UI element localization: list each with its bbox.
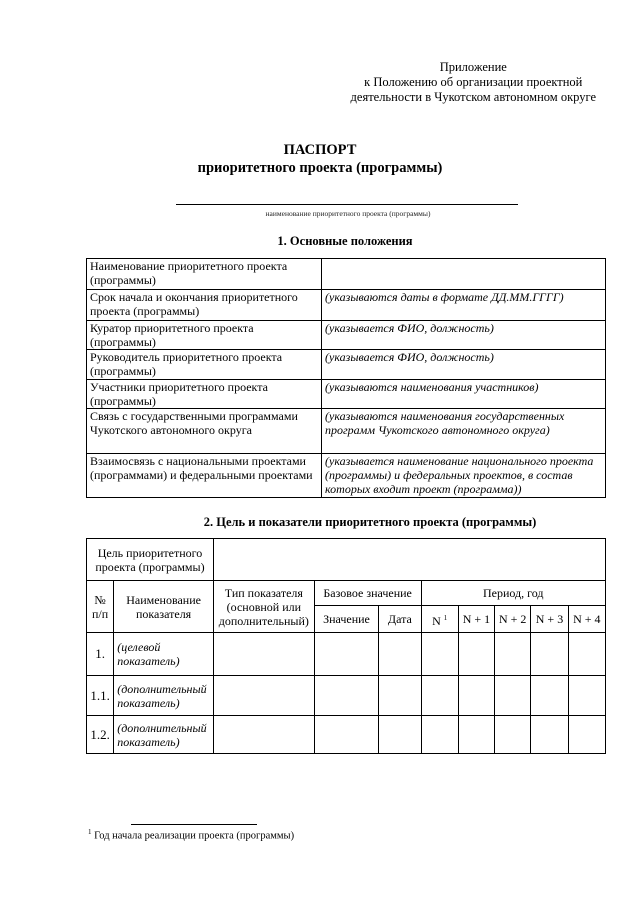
cell[interactable] — [458, 633, 494, 676]
row-label: Связь с государственными программами Чукотского автономного округа — [87, 409, 322, 454]
cell[interactable] — [458, 716, 494, 754]
appendix-line: к Положению об организации проектной — [364, 75, 583, 89]
cell[interactable] — [568, 633, 605, 676]
cell[interactable] — [531, 633, 568, 676]
footnote-separator — [131, 824, 257, 825]
title-line: ПАСПОРТ — [283, 142, 357, 158]
row-name[interactable]: (целевой показатель) — [114, 633, 214, 676]
header-name: Наименование показателя — [114, 581, 214, 633]
table-row — [87, 350, 606, 380]
title-line: приоритетного проекта (программы) — [197, 160, 443, 176]
cell[interactable] — [379, 633, 421, 676]
cell[interactable] — [568, 716, 605, 754]
footnote-ref: 1 — [443, 613, 448, 622]
header-period-n4: N + 4 — [568, 606, 605, 633]
document-title — [0, 141, 640, 177]
row-value[interactable]: (указывается ФИО, должность) — [322, 350, 606, 380]
period-label: N — [432, 613, 441, 628]
row-value[interactable]: (указываются наименования участников) — [322, 380, 606, 409]
table-row — [87, 454, 606, 498]
header-base-date: Дата — [379, 606, 421, 633]
cell[interactable] — [421, 676, 458, 716]
row-label: Куратор приоритетного проекта (программы) — [87, 321, 322, 350]
row-name[interactable]: (дополнительный показатель) — [114, 716, 214, 754]
header-num: № п/п — [87, 581, 114, 633]
cell[interactable] — [314, 633, 378, 676]
cell[interactable] — [379, 676, 421, 716]
table-row — [87, 321, 606, 350]
cell[interactable] — [314, 716, 378, 754]
appendix-note — [351, 60, 596, 105]
table-row — [87, 676, 606, 716]
cell[interactable] — [213, 716, 314, 754]
row-label: Срок начала и окончания приоритетного проекта (программы) — [87, 290, 322, 321]
table-row — [87, 259, 606, 290]
cell[interactable] — [314, 676, 378, 716]
goal-row — [87, 539, 606, 581]
row-label: Наименование приоритетного проекта (программы) — [87, 259, 322, 290]
table-row — [87, 409, 606, 454]
header-base-value: Значение — [314, 606, 378, 633]
cell[interactable] — [458, 676, 494, 716]
cell[interactable] — [213, 633, 314, 676]
indicators-table — [86, 538, 606, 754]
footnote-text: Год начала реализации проекта (программы) — [94, 830, 295, 842]
cell[interactable] — [568, 676, 605, 716]
appendix-line: Приложение — [439, 60, 507, 74]
goal-value[interactable] — [213, 539, 605, 581]
row-value[interactable]: (указываются даты в формате ДД.ММ.ГГГГ) — [322, 290, 606, 321]
table-row — [87, 290, 606, 321]
cell[interactable] — [379, 716, 421, 754]
cell[interactable] — [495, 676, 531, 716]
cell[interactable] — [213, 676, 314, 716]
row-num: 1.2. — [87, 716, 114, 754]
row-num: 1.1. — [87, 676, 114, 716]
section2-title: 2. Цель и показатели приоритетного проекта (программы) — [203, 515, 537, 529]
row-label: Участники приоритетного проекта (программы) — [87, 380, 322, 409]
header-row — [87, 581, 606, 606]
basic-provisions-table — [86, 258, 606, 498]
section1-title: 1. Основные положения — [277, 234, 413, 248]
cell[interactable] — [531, 716, 568, 754]
table-row — [87, 380, 606, 409]
header-base: Базовое значение — [314, 581, 421, 606]
cell[interactable] — [495, 716, 531, 754]
cell[interactable] — [495, 633, 531, 676]
row-value[interactable] — [322, 259, 606, 290]
appendix-line: деятельности в Чукотском автономном округе — [350, 90, 596, 104]
project-name-caption: наименование приоритетного проекта (программы) — [265, 209, 431, 218]
row-num: 1. — [87, 633, 114, 676]
project-name-line[interactable] — [176, 204, 518, 205]
header-period: Период, год — [421, 581, 605, 606]
header-type: Тип показателя (основной или дополнительный) — [213, 581, 314, 633]
footnote — [88, 828, 294, 842]
row-label: Взаимосвязь с национальными проектами (программами) и федеральными проектами — [87, 454, 322, 498]
header-period-n3: N + 3 — [531, 606, 568, 633]
cell[interactable] — [421, 633, 458, 676]
table-row — [87, 716, 606, 754]
row-value[interactable]: (указывается наименование национального проекта (программы) и федеральных проектов, в состав которых входит проект (программа)) — [322, 454, 606, 498]
row-value[interactable]: (указываются наименования государственных программ Чукотского автономного округа) — [322, 409, 606, 454]
header-period-n — [421, 606, 458, 633]
table-row — [87, 633, 606, 676]
header-period-n1: N + 1 — [458, 606, 494, 633]
footnote-mark: 1 — [88, 828, 92, 836]
row-name[interactable]: (дополнительный показатель) — [114, 676, 214, 716]
row-label: Руководитель приоритетного проекта (программы) — [87, 350, 322, 380]
goal-label: Цель приоритетного проекта (программы) — [87, 539, 214, 581]
header-period-n2: N + 2 — [495, 606, 531, 633]
cell[interactable] — [421, 716, 458, 754]
row-value[interactable]: (указывается ФИО, должность) — [322, 321, 606, 350]
cell[interactable] — [531, 676, 568, 716]
